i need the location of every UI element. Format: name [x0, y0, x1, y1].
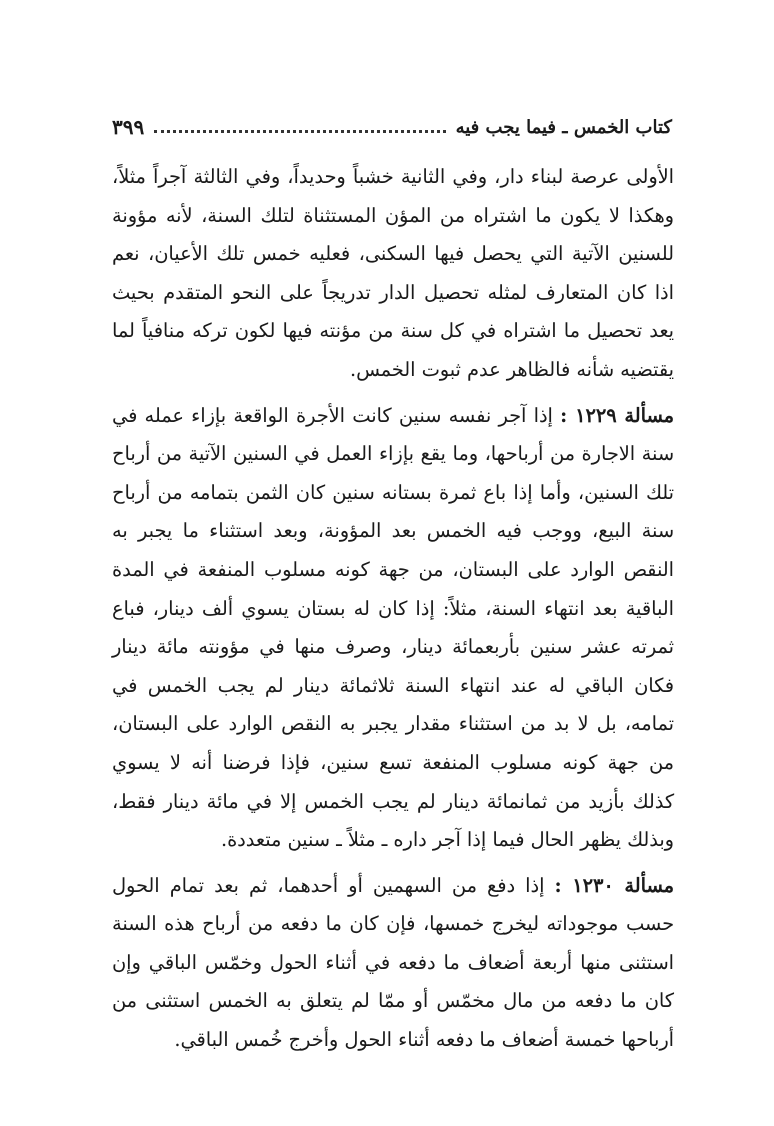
issue-label: مسألة ١٢٢٩ : — [560, 403, 675, 427]
running-header — [112, 112, 672, 142]
page-body — [112, 158, 674, 1060]
issue-label: مسألة ١٢٣٠ : — [554, 873, 675, 897]
paragraph-issue-1229 — [112, 397, 674, 860]
leader-dots — [154, 130, 445, 133]
paragraph-text: إذا دفع من السهمين أو أحدهما، ثم بعد تمام الحول حسب موجوداته ليخرج خمسها، فإن كان ما دفعه من أرباح هذه السنة استثنى منها أربعة أضعاف ما دفعه في أثناء الحول وخمّس الباقي وإن كان ما دفعه من مال مخمّس أو ممّا لم يتعلق به الخمس استثنى من أرباحها خمسة أضعاف ما دفعه أثناء الحول وأخرج خُمس الباقي. — [112, 873, 674, 1052]
paragraph-issue-1230 — [112, 867, 674, 1060]
page-number: ٣٩٩ — [112, 115, 145, 139]
chapter-title: كتاب الخمس ـ فيما يجب فيه — [455, 116, 672, 138]
paragraph-continuation — [112, 158, 674, 390]
paragraph-text: إذا آجر نفسه سنين كانت الأجرة الواقعة بإزاء عمله في سنة الاجارة من أرباحها، وما يقع بإزاء العمل في السنين الآتية من أرباح تلك السنين، وأما إذا باع ثمرة بستانه سنين كان الثمن بتمامه من أرباح سنة البيع، ووجب فيه الخمس بعد المؤونة، وبعد استثناء ما يجبر به النقص الوارد على البستان، من جهة كونه مسلوب المنفعة في المدة الباقية بعد انتهاء السنة، مثلاً: إذا كان له بستان يسوي ألف دينار، فباع ثمرته عشر سنين بأربعمائة دينار، وصرف منها في مؤونته مائة دينار فكان الباقي له عند انتهاء السنة ثلاثمائة دينار لم يجب الخمس في تمامه، بل لا بد من استثناء مقدار يجبر به النقص الوارد على البستان، من جهة كونه مسلوب المنفعة تسع سنين، فإذا فرضنا أنه لا يسوي كذلك بأزيد من ثمانمائة دينار لم يجب الخمس إلا في مائة دينار فقط، وبذلك يظهر الحال فيما إذا آجر داره ـ مثلاً ـ سنين متعددة. — [112, 403, 674, 852]
paragraph-text: الأولى عرصة لبناء دار، وفي الثانية خشباً وحديداً، وفي الثالثة آجراً مثلاً، وهكذا لا يكون ما اشتراه من المؤن المستثناة لتلك السنة، لأنه مؤونة للسنين الآتية التي يحصل فيها السكنى، فعليه خمس تلك الأعيان، نعم اذا كان المتعارف لمثله تحصيل الدار تدريجاً على النحو المتقدم بحيث يعد تحصيل ما اشتراه في كل سنة من مؤنته فيها لكون تركه منافياً لما يقتضيه شأنه فالظاهر عدم ثبوت الخمس. — [112, 165, 674, 381]
